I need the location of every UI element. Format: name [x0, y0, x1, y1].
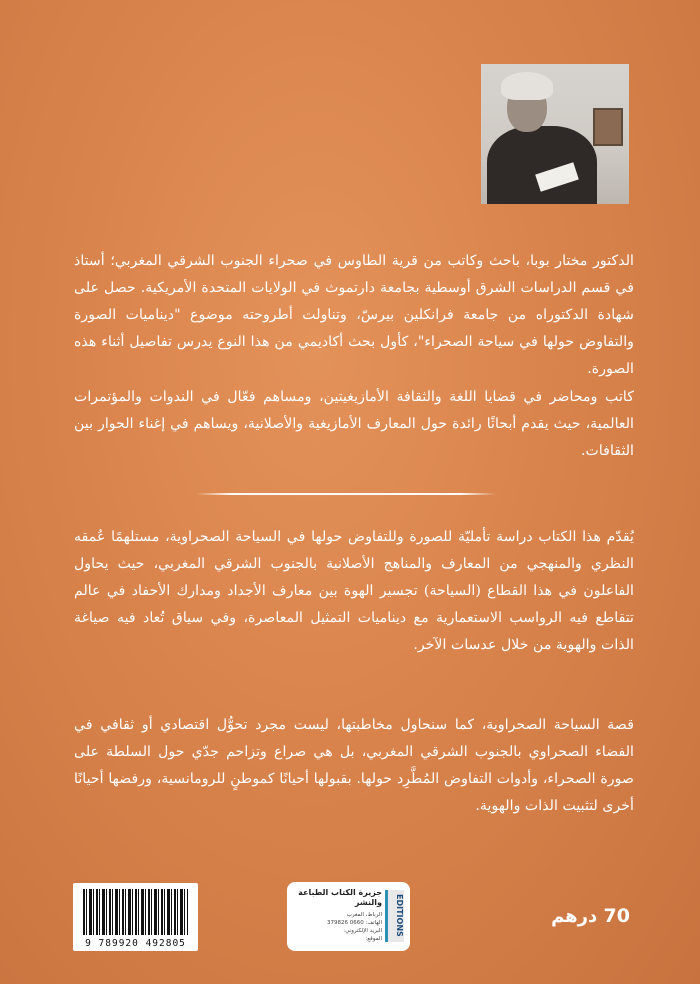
publisher-card: [287, 882, 410, 951]
price-currency: درهم: [551, 906, 598, 927]
barcode-bars: [83, 889, 188, 935]
price-amount: 70: [603, 905, 630, 927]
author-photo: [481, 64, 629, 204]
isbn-number: 9 789920 492805: [85, 938, 186, 949]
publisher-name: جزيرة الكتاب الطباعة والنشر: [298, 888, 382, 907]
book-price: [551, 905, 640, 927]
publisher-logo-text: EDITIONS: [395, 894, 404, 937]
author-bio-paragraph-2: كاتب ومحاضر في قضايا اللغة والثقافة الأمازيغيتين، ومساهم فعّال في الندوات والمؤتمرات العالمية، حيث يقدم أبحاثًا رائدة حول المعارف الأمازيغية والأصلانية، ويساهم في إغناء الحوار بين الثقافات.: [74, 389, 634, 459]
publisher-phone: الهاتف: 0660 379826: [327, 920, 382, 926]
book-description-paragraph-1: يُقدّم هذا الكتاب دراسة تأمليّة للصورة وللتفاوض حولها في السياحة الصحراوية، مستلهمًا عُمقه النظري والمنهجي من المعارف والمناهج الأصلانية بالجنوب الشرقي المغربي، حيث يحاول الفاعلون في هذا القطاع (السياحة) تجسير الهوة بين معارف الأجداد ومدارك الأحفاد في عالم تتقاطع فيه الرواسب الاستعمارية مع ديناميات التمثيل المعاصرة، وفي سياق تُعاد فيه صياغة الذات والهوية من خلال عدسات الآخر.: [74, 529, 634, 653]
publisher-address: الرباط، المغرب: [346, 912, 382, 918]
publisher-email: البريد الإلكتروني:: [343, 928, 382, 934]
author-bio-paragraph-1: الدكتور مختار بوبا، باحث وكاتب من قرية الطاوس في صحراء الجنوب الشرقي المغربي؛ أستاذ في قسم الدراسات الشرق أوسطية بجامعة دارتموث في الولايات المتحدة الأمريكية. حصل على شهادة الدكتوراه من جامعة فرانكلين بيرسّ، وتناولت أطروحته موضوع "ديناميات الصورة والتفاوض حولها في سياحة الصحراء"، كأول بحث أكاديمي من هذا النوع يدرس تفاصيل أثناء هذه الصورة.: [74, 253, 634, 377]
author-hair: [501, 72, 553, 100]
section-divider: [196, 493, 496, 495]
book-description-paragraph-2: قصة السياحة الصحراوية، كما سنحاول مخاطبتها، ليست مجرد تحوُّل اقتصادي أو ثقافي في الفضاء الصحراوي بالجنوب الشرقي المغربي، بل هي صراع وتزاحم جدّي حول السلطة على صورة الصحراء، وأدوات التفاوض المُطَّرِد حولها. بقبولها أحيانًا كموطنٍ للرومانسية، ورفضها أحيانًا أخرى لتثبيت الذات والهوية.: [74, 717, 634, 814]
author-body: [487, 126, 597, 204]
publisher-website: الموقع:: [365, 936, 382, 942]
isbn-barcode: [73, 883, 198, 951]
wall-painting: [593, 108, 623, 146]
